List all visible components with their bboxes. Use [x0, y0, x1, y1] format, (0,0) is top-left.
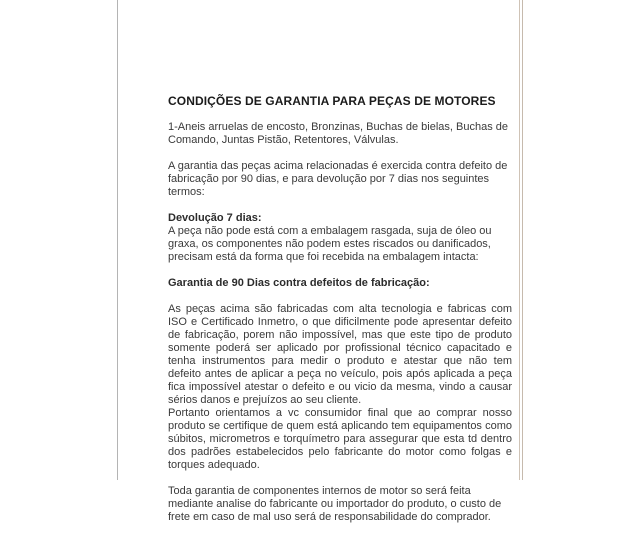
devolucao-body-paragraph: A peça não pode está com a embalagem rasgada, suja de óleo ou graxa, os componentes não podem estes riscados ou danificados, precisam está da forma que foi recebida na embalagem intacta: [168, 225, 492, 263]
page-left-rule [117, 0, 118, 480]
document-title: CONDIÇÕES DE GARANTIA PARA PEÇAS DE MOTORES [168, 94, 496, 108]
devolucao-heading: Devolução 7 dias: [168, 212, 262, 224]
page-right-rule-inner [522, 0, 523, 480]
page-right-rule-outer [519, 0, 520, 480]
closing-paragraph: Toda garantia de componentes internos de motor so será feita mediante analise do fabricante ou importador do produto, o custo de frete em caso de mal uso será de responsabilidade do comprador. [168, 485, 502, 523]
garantia-body-paragraph-2: Portanto orientamos a vc consumidor final que ao comprar nosso produto se certifique de quem está aplicando tem equipamentos como súbitos, micrometros e torquímetro para assegurar que esta td dentro dos padrões estabelecidos pelo fabricante do motor como folgas e torques adequado. [168, 407, 512, 471]
parts-list-paragraph: 1-Aneis arruelas de encosto, Bronzinas, Buchas de bielas, Buchas de Comando, Juntas Pistão, Retentores, Válvulas. [168, 121, 508, 146]
garantia-body-paragraph-1: As peças acima são fabricadas com alta tecnologia e fabricas com ISO e Certificado Inmetro, o que dificilmente pode apresentar defeito de fabricação, porem não impossível, mas que este tipo de produto somente poderá ser aplicado por profissional técnico capacitado e tenha instrumentos para medir o produto e atestar que não tem defeito antes de aplicar a peça no veículo, pois após aplicada a peça fica impossível atestar o defeito e ou vicio da mesma, vindo a causar sérios danos e prejuízos ao seu cliente. [168, 303, 512, 406]
warranty-summary-paragraph: A garantia das peças acima relacionadas é exercida contra defeito de fabricação por 90 dias, e para devolução por 7 dias nos seguintes termos: [168, 160, 508, 198]
garantia-heading: Garantia de 90 Dias contra defeitos de fabricação: [168, 277, 430, 289]
document-body [168, 95, 512, 537]
